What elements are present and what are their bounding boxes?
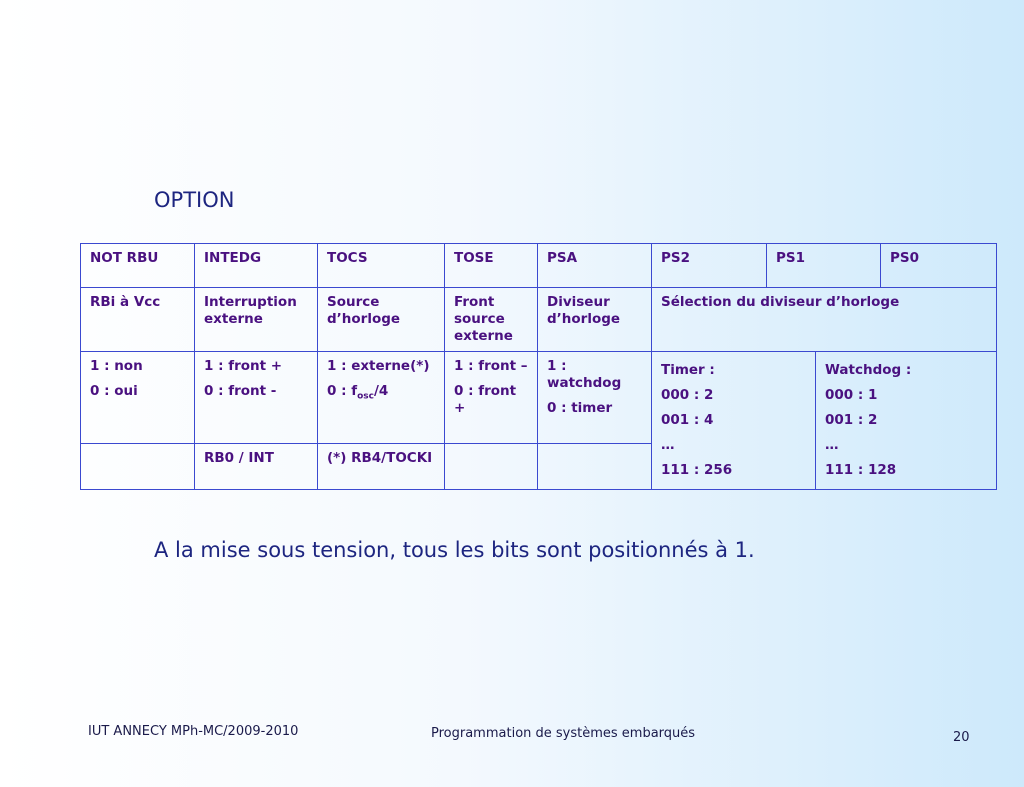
value-line: 0 : front - bbox=[204, 383, 277, 399]
timer-label: Timer : bbox=[661, 362, 715, 378]
header-cell-not-rbu: NOT RBU bbox=[81, 244, 195, 288]
values-cell-tocs bbox=[318, 352, 445, 444]
value-prefix: 0 : f bbox=[327, 383, 358, 399]
header-cell-ps0: PS0 bbox=[881, 244, 997, 288]
footer-left: IUT ANNECY MPh-MC/2009-2010 bbox=[88, 724, 299, 739]
value-line: 0 : timer bbox=[547, 400, 613, 416]
watchdog-rate: 001 : 2 bbox=[825, 412, 878, 428]
value-line: 1 : front – bbox=[454, 358, 528, 374]
power-on-note: A la mise sous tension, tous les bits sont positionnés à 1. bbox=[154, 538, 755, 562]
watchdog-rates bbox=[816, 352, 996, 489]
desc-cell-psa: Diviseur d’horloge bbox=[538, 288, 652, 352]
header-cell-tocs: TOCS bbox=[318, 244, 445, 288]
watchdog-label: Watchdog : bbox=[825, 362, 912, 378]
extra-cell-empty bbox=[445, 443, 538, 489]
option-register-table bbox=[80, 243, 997, 490]
desc-cell-intedg: Interruption externe bbox=[195, 288, 318, 352]
value-line bbox=[327, 383, 435, 406]
values-cell-tose bbox=[445, 352, 538, 444]
value-line: 0 : front + bbox=[454, 383, 517, 416]
watchdog-rate: 111 : 128 bbox=[825, 462, 897, 478]
desc-cell-tose: Front source externe bbox=[445, 288, 538, 352]
value-subscript: osc bbox=[357, 391, 374, 402]
value-suffix: /4 bbox=[373, 383, 389, 399]
timer-rate: 000 : 2 bbox=[661, 387, 714, 403]
table-header-row bbox=[81, 244, 997, 288]
header-cell-intedg: INTEDG bbox=[195, 244, 318, 288]
timer-rate: 001 : 4 bbox=[661, 412, 714, 428]
header-cell-ps2: PS2 bbox=[652, 244, 767, 288]
value-line: 1 : non bbox=[90, 358, 143, 374]
slide-title: OPTION bbox=[154, 188, 235, 212]
timer-ellipsis: … bbox=[661, 437, 675, 453]
extra-cell-empty bbox=[538, 443, 652, 489]
footer-center: Programmation de systèmes embarqués bbox=[431, 726, 696, 741]
value-line: 1 : watchdog bbox=[547, 358, 622, 391]
value-line: 1 : front + bbox=[204, 358, 283, 374]
timer-rates bbox=[652, 352, 816, 489]
header-cell-tose: TOSE bbox=[445, 244, 538, 288]
values-cell-psa bbox=[538, 352, 652, 444]
table-values-row bbox=[81, 352, 997, 444]
watchdog-rate: 000 : 1 bbox=[825, 387, 878, 403]
value-line: 0 : oui bbox=[90, 383, 138, 399]
timer-rate: 111 : 256 bbox=[661, 462, 733, 478]
watchdog-ellipsis: … bbox=[825, 437, 839, 453]
header-cell-psa: PSA bbox=[538, 244, 652, 288]
value-line: 1 : externe(*) bbox=[327, 358, 430, 374]
desc-cell-rbu: RBi à Vcc bbox=[81, 288, 195, 352]
extra-cell-tocs: (*) RB4/TOCKI bbox=[318, 443, 445, 489]
values-cell-intedg bbox=[195, 352, 318, 444]
header-cell-ps1: PS1 bbox=[767, 244, 881, 288]
desc-cell-prescaler: Sélection du diviseur d’horloge bbox=[652, 288, 997, 352]
prescaler-split bbox=[652, 352, 996, 489]
desc-cell-tocs: Source d’horloge bbox=[318, 288, 445, 352]
extra-cell-empty bbox=[81, 443, 195, 489]
table-description-row bbox=[81, 288, 997, 352]
values-cell-prescaler bbox=[652, 352, 997, 490]
page-number: 20 bbox=[953, 730, 970, 745]
extra-cell-intedg: RB0 / INT bbox=[195, 443, 318, 489]
values-cell-rbu bbox=[81, 352, 195, 444]
